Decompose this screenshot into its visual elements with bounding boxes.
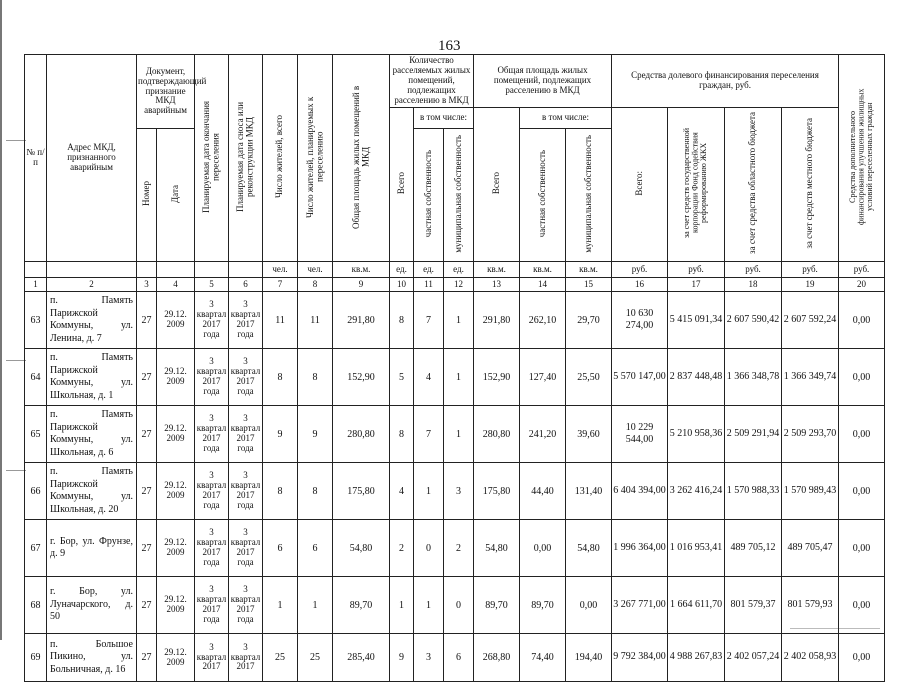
column-index: 16 — [612, 278, 668, 292]
area-municipal-cell: 54,80 — [566, 520, 612, 577]
total-area-cell: 89,70 — [333, 577, 390, 634]
header-doc-number: Номер — [137, 129, 157, 262]
header-address: Адрес МКД, признанного аварийным — [47, 55, 137, 262]
margin-mark — [6, 470, 26, 471]
header-count-total: Всего — [390, 108, 414, 262]
funds-fund-cell: 1 016 953,41 — [668, 520, 725, 577]
funds-local-cell: 2 402 058,93 — [782, 634, 839, 682]
column-index: 2 — [47, 278, 137, 292]
margin-mark — [6, 140, 26, 141]
column-index: 15 — [566, 278, 612, 292]
header-residents-total: Число жителей, всего — [263, 55, 298, 262]
funds-local-cell: 801 579,93 — [782, 577, 839, 634]
additional-cell: 0,00 — [839, 349, 885, 406]
total-area-cell: 175,80 — [333, 463, 390, 520]
area-total-cell: 291,80 — [474, 292, 520, 349]
additional-cell: 0,00 — [839, 577, 885, 634]
column-index: 7 — [263, 278, 298, 292]
residents-total-cell: 8 — [263, 349, 298, 406]
header-count-incl: в том числе: — [414, 108, 474, 129]
area-municipal-cell: 0,00 — [566, 577, 612, 634]
table-body — [25, 292, 885, 682]
count-total-cell: 8 — [390, 292, 414, 349]
count-municipal-cell: 1 — [444, 349, 474, 406]
unit-cell: руб. — [668, 262, 725, 278]
planned-demolish-cell: 3 квартал 2017 года — [229, 577, 263, 634]
header-area-group: Общая площадь жилых помещений, подлежащих расселению в МКД — [474, 55, 612, 108]
funds-local-cell: 1 570 989,43 — [782, 463, 839, 520]
header-funds-group: Средства долевого финансирования переселения граждан, руб. — [612, 55, 839, 108]
residents-planned-cell: 6 — [298, 520, 333, 577]
table-row — [25, 406, 885, 463]
column-index-row — [25, 278, 885, 292]
header-area-private: частная собственность — [520, 129, 566, 262]
planned-demolish-cell: 3 квартал 2017 года — [229, 349, 263, 406]
header-document: Документ, подтверждающий признание МКД аварийным — [137, 55, 195, 129]
row-number: 65 — [25, 406, 47, 463]
header-residents-planned: Число жителей, планируемых к переселению — [298, 55, 333, 262]
unit-cell: руб. — [725, 262, 782, 278]
area-private-cell: 262,10 — [520, 292, 566, 349]
planned-end-cell: 3 квартал 2017 года — [195, 349, 229, 406]
header-additional: Средства дополнительного финансирования улучшения жилищных условий переселенных граждан — [839, 55, 885, 262]
unit-cell: руб. — [782, 262, 839, 278]
residents-total-cell: 25 — [263, 634, 298, 682]
header-area-total: Всего — [474, 108, 520, 262]
additional-cell: 0,00 — [839, 463, 885, 520]
address-cell: п. Большое Пикино, ул. Больничная, д. 16 — [47, 634, 137, 682]
count-private-cell: 1 — [414, 463, 444, 520]
doc-date-cell: 29.12. 2009 — [157, 292, 195, 349]
additional-cell: 0,00 — [839, 520, 885, 577]
funds-fund-cell: 3 262 416,24 — [668, 463, 725, 520]
planned-demolish-cell: 3 квартал 2017 года — [229, 520, 263, 577]
table-row — [25, 577, 885, 634]
doc-date-cell: 29.12. 2009 — [157, 634, 195, 682]
count-municipal-cell: 0 — [444, 577, 474, 634]
planned-end-cell: 3 квартал 2017 года — [195, 463, 229, 520]
unit-cell: руб. — [612, 262, 668, 278]
area-private-cell: 44,40 — [520, 463, 566, 520]
header-funds-regional: за счет средства областного бюджета — [725, 108, 782, 262]
funds-regional-cell: 1 366 348,78 — [725, 349, 782, 406]
residents-total-cell: 6 — [263, 520, 298, 577]
area-total-cell: 152,90 — [474, 349, 520, 406]
column-index: 14 — [520, 278, 566, 292]
count-total-cell: 9 — [390, 634, 414, 682]
residents-total-cell: 1 — [263, 577, 298, 634]
unit-cell: кв.м. — [520, 262, 566, 278]
funds-total-cell: 5 570 147,00 — [612, 349, 668, 406]
column-index: 4 — [157, 278, 195, 292]
count-municipal-cell: 1 — [444, 406, 474, 463]
column-index: 19 — [782, 278, 839, 292]
count-private-cell: 7 — [414, 292, 444, 349]
residents-planned-cell: 25 — [298, 634, 333, 682]
table-row — [25, 634, 885, 682]
planned-demolish-cell: 3 квартал 2017 года — [229, 292, 263, 349]
area-municipal-cell: 29,70 — [566, 292, 612, 349]
planned-demolish-cell: 3 квартал 2017 — [229, 634, 263, 682]
count-private-cell: 7 — [414, 406, 444, 463]
planned-end-cell: 3 квартал 2017 — [195, 634, 229, 682]
count-total-cell: 4 — [390, 463, 414, 520]
residents-planned-cell: 9 — [298, 406, 333, 463]
unit-cell: чел. — [298, 262, 333, 278]
funds-regional-cell: 801 579,37 — [725, 577, 782, 634]
funds-total-cell: 10 229 544,00 — [612, 406, 668, 463]
scan-edge — [0, 0, 2, 640]
residents-total-cell: 9 — [263, 406, 298, 463]
row-number: 64 — [25, 349, 47, 406]
header-funds-local: за счет средств местного бюджета — [782, 108, 839, 262]
funds-regional-cell: 489 705,12 — [725, 520, 782, 577]
funds-fund-cell: 5 210 958,36 — [668, 406, 725, 463]
row-number: 67 — [25, 520, 47, 577]
funds-fund-cell: 2 837 448,48 — [668, 349, 725, 406]
planned-end-cell: 3 квартал 2017 года — [195, 520, 229, 577]
column-index: 3 — [137, 278, 157, 292]
column-index: 8 — [298, 278, 333, 292]
area-total-cell: 175,80 — [474, 463, 520, 520]
row-number: 66 — [25, 463, 47, 520]
header-count-private: частная собственность — [414, 129, 444, 262]
header-count-municipal: муниципальная собственность — [444, 129, 474, 262]
doc-number-cell: 27 — [137, 634, 157, 682]
unit-cell: ед. — [390, 262, 414, 278]
column-index: 17 — [668, 278, 725, 292]
area-private-cell: 0,00 — [520, 520, 566, 577]
unit-cell: руб. — [839, 262, 885, 278]
area-municipal-cell: 25,50 — [566, 349, 612, 406]
residents-total-cell: 11 — [263, 292, 298, 349]
count-municipal-cell: 2 — [444, 520, 474, 577]
total-area-cell: 54,80 — [333, 520, 390, 577]
doc-number-cell: 27 — [137, 406, 157, 463]
unit-cell: кв.м. — [566, 262, 612, 278]
funds-fund-cell: 1 664 611,70 — [668, 577, 725, 634]
column-index: 1 — [25, 278, 47, 292]
header-area-incl: в том числе: — [520, 108, 612, 129]
funds-regional-cell: 2 509 291,94 — [725, 406, 782, 463]
header-count-group: Количество расселяемых жилых помещений, подлежащих расселению в МКД — [390, 55, 474, 108]
area-private-cell: 241,20 — [520, 406, 566, 463]
total-area-cell: 285,40 — [333, 634, 390, 682]
column-index: 12 — [444, 278, 474, 292]
header-total-area: Общая площадь жилых помещений в МКД — [333, 55, 390, 262]
area-total-cell: 54,80 — [474, 520, 520, 577]
funds-regional-cell: 1 570 988,33 — [725, 463, 782, 520]
address-cell: п. Память Парижской Коммуны, ул. Ленина, д. 7 — [47, 292, 137, 349]
planned-demolish-cell: 3 квартал 2017 года — [229, 463, 263, 520]
area-total-cell: 268,80 — [474, 634, 520, 682]
row-number: 68 — [25, 577, 47, 634]
funds-local-cell: 2 607 592,24 — [782, 292, 839, 349]
address-cell: г. Бор, ул. Луначарского, д. 50 — [47, 577, 137, 634]
unit-cell: ед. — [444, 262, 474, 278]
resettlement-table — [24, 54, 885, 682]
address-cell: г. Бор, ул. Фрунзе, д. 9 — [47, 520, 137, 577]
residents-planned-cell: 8 — [298, 349, 333, 406]
funds-total-cell: 9 792 384,00 — [612, 634, 668, 682]
doc-number-cell: 27 — [137, 520, 157, 577]
funds-total-cell: 10 630 274,00 — [612, 292, 668, 349]
funds-local-cell: 1 366 349,74 — [782, 349, 839, 406]
residents-planned-cell: 1 — [298, 577, 333, 634]
additional-cell: 0,00 — [839, 406, 885, 463]
column-index: 5 — [195, 278, 229, 292]
count-private-cell: 4 — [414, 349, 444, 406]
area-municipal-cell: 131,40 — [566, 463, 612, 520]
area-municipal-cell: 39,60 — [566, 406, 612, 463]
count-private-cell: 1 — [414, 577, 444, 634]
column-index: 9 — [333, 278, 390, 292]
address-cell: п. Память Парижской Коммуны, ул. Школьная, д. 20 — [47, 463, 137, 520]
header-area-municipal: муниципальная собственность — [566, 129, 612, 262]
total-area-cell: 291,80 — [333, 292, 390, 349]
residents-planned-cell: 11 — [298, 292, 333, 349]
doc-number-cell: 27 — [137, 463, 157, 520]
count-total-cell: 5 — [390, 349, 414, 406]
header-funds-fund: за счет средств государственной корпорации Фонд содействия реформированию ЖКХ — [668, 108, 725, 262]
funds-total-cell: 3 267 771,00 — [612, 577, 668, 634]
count-municipal-cell: 6 — [444, 634, 474, 682]
funds-regional-cell: 2 607 590,42 — [725, 292, 782, 349]
column-index: 10 — [390, 278, 414, 292]
header-planned-end: Планируемая дата окончания переселения — [195, 55, 229, 262]
doc-date-cell: 29.12. 2009 — [157, 349, 195, 406]
address-cell: п. Память Парижской Коммуны, ул. Школьная, д. 6 — [47, 406, 137, 463]
unit-cell: чел. — [263, 262, 298, 278]
planned-demolish-cell: 3 квартал 2017 года — [229, 406, 263, 463]
funds-total-cell: 1 996 364,00 — [612, 520, 668, 577]
header-planned-demolish: Планируемая дата сноса или реконструкции МКД — [229, 55, 263, 262]
planned-end-cell: 3 квартал 2017 года — [195, 406, 229, 463]
count-total-cell: 2 — [390, 520, 414, 577]
additional-cell: 0,00 — [839, 634, 885, 682]
doc-date-cell: 29.12. 2009 — [157, 406, 195, 463]
count-private-cell: 3 — [414, 634, 444, 682]
additional-cell: 0,00 — [839, 292, 885, 349]
column-index: 13 — [474, 278, 520, 292]
funds-total-cell: 6 404 394,00 — [612, 463, 668, 520]
area-private-cell: 74,40 — [520, 634, 566, 682]
total-area-cell: 280,80 — [333, 406, 390, 463]
header-num: № п/п — [25, 55, 47, 262]
header-funds-total: Всего: — [612, 108, 668, 262]
area-total-cell: 89,70 — [474, 577, 520, 634]
count-private-cell: 0 — [414, 520, 444, 577]
funds-fund-cell: 4 988 267,83 — [668, 634, 725, 682]
area-municipal-cell: 194,40 — [566, 634, 612, 682]
column-index: 11 — [414, 278, 444, 292]
address-cell: п. Память Парижской Коммуны, ул. Школьная, д. 1 — [47, 349, 137, 406]
funds-local-cell: 489 705,47 — [782, 520, 839, 577]
row-number: 69 — [25, 634, 47, 682]
area-private-cell: 89,70 — [520, 577, 566, 634]
funds-fund-cell: 5 415 091,34 — [668, 292, 725, 349]
page-number: 163 — [438, 38, 461, 54]
planned-end-cell: 3 квартал 2017 года — [195, 292, 229, 349]
column-index: 6 — [229, 278, 263, 292]
doc-date-cell: 29.12. 2009 — [157, 463, 195, 520]
count-municipal-cell: 1 — [444, 292, 474, 349]
doc-number-cell: 27 — [137, 349, 157, 406]
table-row — [25, 292, 885, 349]
table-row — [25, 349, 885, 406]
total-area-cell: 152,90 — [333, 349, 390, 406]
funds-local-cell: 2 509 293,70 — [782, 406, 839, 463]
planned-end-cell: 3 квартал 2017 года — [195, 577, 229, 634]
unit-cell: ед. — [414, 262, 444, 278]
column-index: 18 — [725, 278, 782, 292]
doc-number-cell: 27 — [137, 292, 157, 349]
row-number: 63 — [25, 292, 47, 349]
area-private-cell: 127,40 — [520, 349, 566, 406]
funds-regional-cell: 2 402 057,24 — [725, 634, 782, 682]
residents-total-cell: 8 — [263, 463, 298, 520]
doc-number-cell: 27 — [137, 577, 157, 634]
count-municipal-cell: 3 — [444, 463, 474, 520]
table-row — [25, 463, 885, 520]
header-doc-date: Дата — [157, 129, 195, 262]
table-row — [25, 520, 885, 577]
doc-date-cell: 29.12. 2009 — [157, 577, 195, 634]
residents-planned-cell: 8 — [298, 463, 333, 520]
area-total-cell: 280,80 — [474, 406, 520, 463]
count-total-cell: 8 — [390, 406, 414, 463]
doc-date-cell: 29.12. 2009 — [157, 520, 195, 577]
count-total-cell: 1 — [390, 577, 414, 634]
column-index: 20 — [839, 278, 885, 292]
unit-cell: кв.м. — [474, 262, 520, 278]
unit-cell: кв.м. — [333, 262, 390, 278]
margin-mark — [6, 360, 26, 361]
